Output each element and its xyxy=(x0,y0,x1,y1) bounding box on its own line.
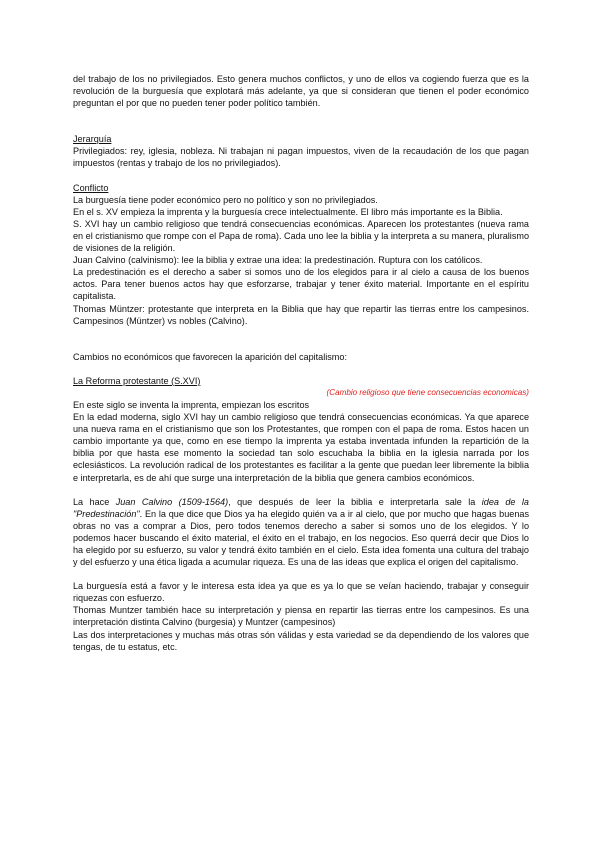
conflicto-heading: Conflicto xyxy=(73,182,109,193)
calvino-paragraph xyxy=(73,496,529,569)
reforma-note: (Cambio religioso que tiene consecuencias economicas) xyxy=(326,387,529,397)
intro-paragraph: del trabajo de los no privilegiados. Esto genera muchos conflictos, y uno de ellos va cogiendo fuerza que es la revolución de la burguesía que explotará más adelante, ya que si consideran que tienen el poder económico preguntan el por que no pueden tener poder político también. xyxy=(73,74,529,109)
jerarquia-heading: Jerarquía xyxy=(73,134,112,145)
conflicto-paragraph-4: Juan Calvino (calvinismo): lee la biblia y extrae una idea: la predestinación. Ruptura con los católicos. xyxy=(73,255,483,266)
conflicto-paragraph-3: S. XVI hay un cambio religioso que tendrá consecuencias económicas. Aparecen los protestantes (nueva rama en el cristianismo que rompe con el Papa de roma). Cada uno lee la biblia y la interpreta a su manera, pluralismo de visiones de la religión. xyxy=(73,218,529,254)
conflicto-paragraph-1: La burguesía tiene poder económico pero no político y son no privilegiados. xyxy=(73,194,378,205)
page-content xyxy=(73,73,529,653)
calvino-post: . En la que dice que Dios ya ha elegido quién va a ir al cielo, que por mucho que hagas buenas obras no vas a comprar a Dios, pero todos tenemos derecho a saber si somos uno de los elegidos. Y lo podemos hacer buscando el éxito material, el éxito en el trabajo, en los negocios. Eso querrá decir que Dios lo ha elegido por su esfuerzo, su valor y tendrá éxito también en el cielo. Esta idea fomenta una cultura del trabajo y del esfuerzo y una ética ligada a acumular riqueza. Es una de las ideas que explica el origen del capitalismo. xyxy=(73,508,529,568)
reforma-paragraph-1: En este siglo se inventa la imprenta, empiezan los escritos xyxy=(73,399,310,410)
reforma-paragraph-2: En la edad moderna, siglo XVI hay un cambio religioso que tendrá consecuencias económicas. Ya que aparece una nueva rama en el cristianismo que son los Protestantes, que rompen con el papa de roma. Estos hacen un cambio importante ya que, como en ese tiempo la imprenta ya estaba inventada infunden la repartición de la biblia por que hasta ese momento la sociedad tan solo escuchaba la biblia en la iglesia narrada por los eclesiásticos. La revolución radical de los protestantes es facilitar a la gente que puedan leer libremente la biblia e interpretarla, es de ahí que surge una interpretación de la biblia que genera cambios económicos. xyxy=(73,412,529,483)
jerarquia-paragraph: Privilegiados: rey, iglesia, nobleza. Ni trabajan ni pagan impuestos, viven de la recaudación de los que pagan impuestos (rentas y trabajo de los no privilegiados). xyxy=(73,146,529,169)
conflicto-paragraph-2: En el s. XV empieza la imprenta y la burguesía crece intelectualmente. El libro más importante es la Biblia. xyxy=(73,206,503,217)
cambios-title: Cambios no económicos que favorecen la aparición del capitalismo: xyxy=(73,351,347,362)
calvino-name: Juan Calvino (1509-1564) xyxy=(115,496,229,507)
conflicto-paragraph-6: Thomas Müntzer: protestante que interpreta en la Biblia que hay que repartir las tierras entre los campesinos. Campesinos (Müntzer) vs nobles (Calvino). xyxy=(73,303,529,326)
conflicto-paragraph-5: La predestinación es el derecho a saber si somos uno de los elegidos para ir al cielo a causa de los buenos actos. Para tener buenos actos hay que esforzarse, trabajar y tener éxito material. Importante en el espíritu capitalista. xyxy=(73,267,529,302)
reforma-paragraph-4: Thomas Muntzer también hace su interpretación y piensa en repartir las tierras entre los campesinos. Es una interpretación distinta Calvino (burgesia) y Muntzer (campesinos) xyxy=(73,605,529,628)
reforma-paragraph-3: La burguesía está a favor y le interesa esta idea ya que es ya lo que se veían haciendo, trabajar y conseguir riquezas con esfuerzo. xyxy=(73,581,529,604)
reforma-heading: La Reforma protestante (S.XVI) xyxy=(73,375,201,386)
reforma-paragraph-5: Las dos interpretaciones y muchas más otras són válidas y esta variedad se da dependiendo de los valores que tengas, de tu estatus, etc. xyxy=(73,629,529,652)
calvino-mid: , que después de leer la biblia e interpretarla sale la xyxy=(228,496,482,507)
calvino-pre: La hace xyxy=(73,496,116,507)
calvino-idea: idea de la "Predestinación" xyxy=(73,496,529,519)
